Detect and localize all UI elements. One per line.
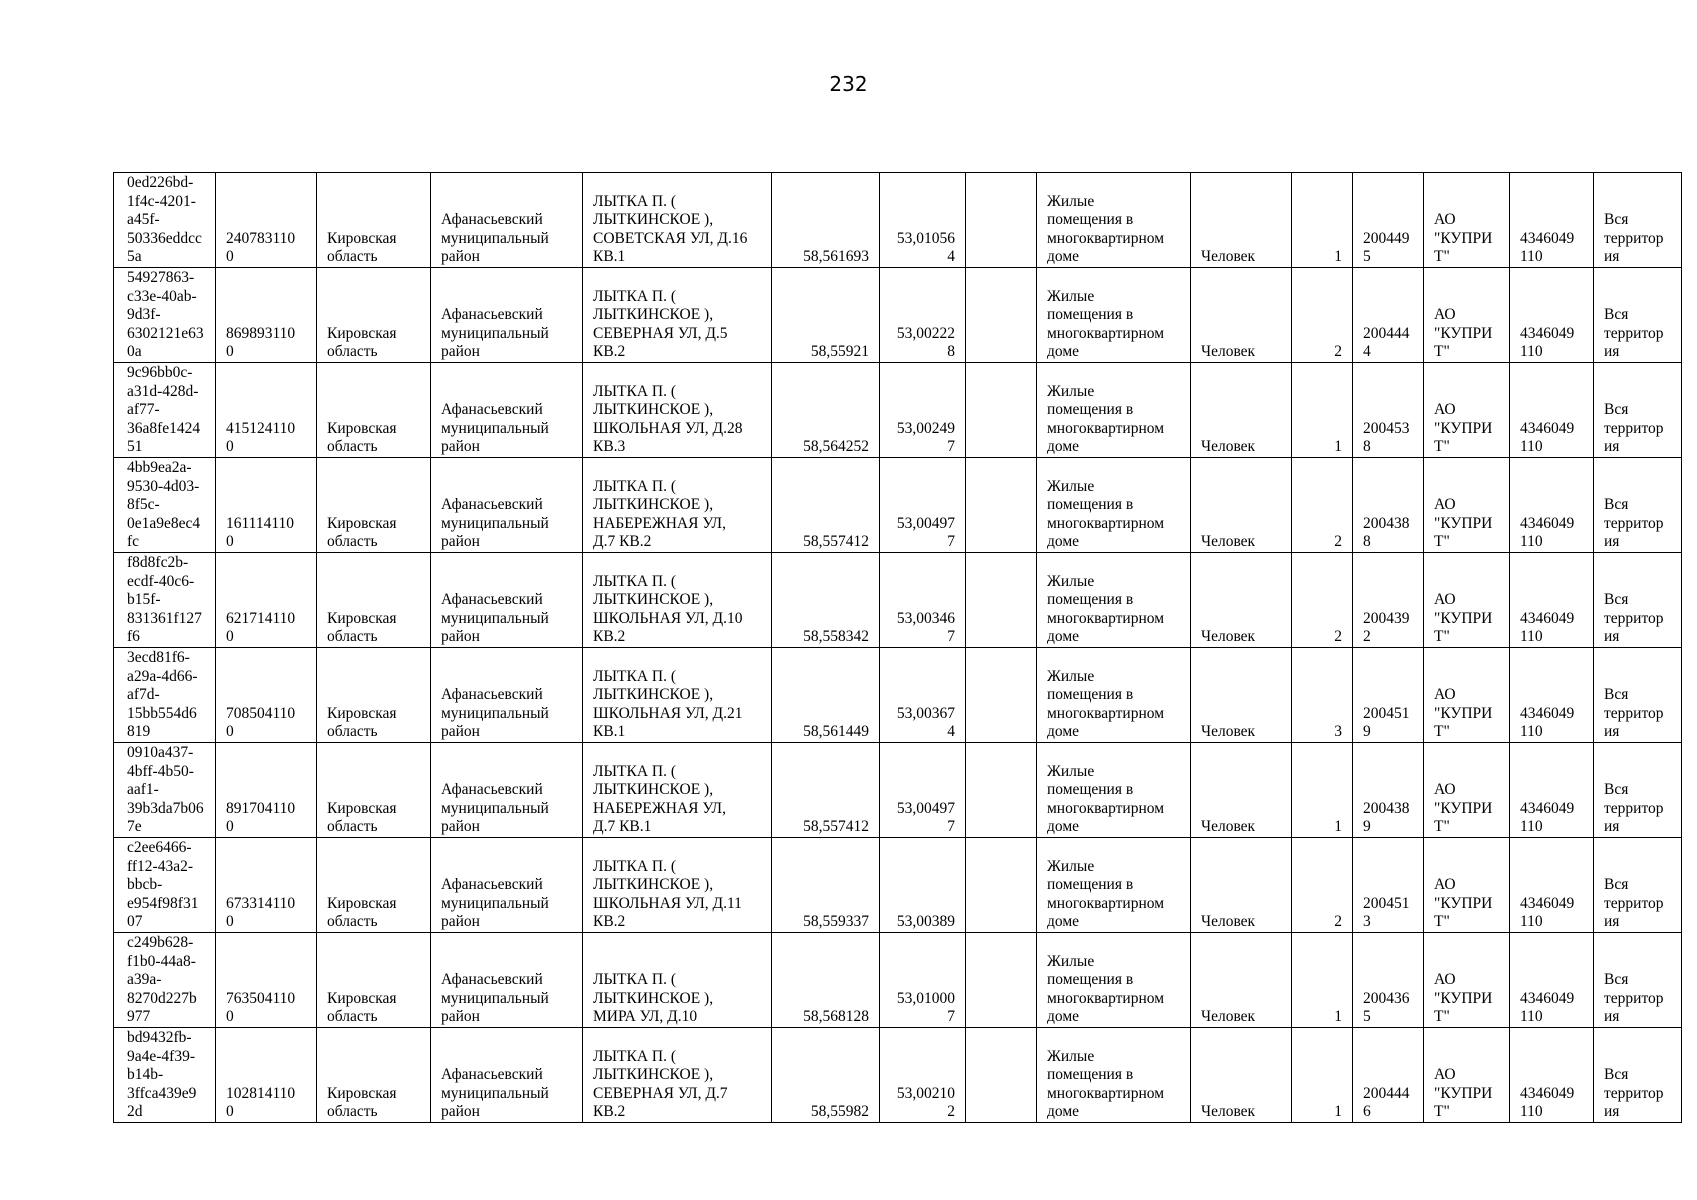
cell-inn: 4346049 110 <box>1510 268 1594 363</box>
cell-quantity: 2 <box>1292 838 1353 933</box>
cell-unit: Человек <box>1191 838 1292 933</box>
cell-address: ЛЫТКА П. ( ЛЫТКИНСКОЕ ), СОВЕТСКАЯ УЛ, Д.16 КВ.1 <box>583 173 772 268</box>
cell-premises-type: Жилые помещения в многоквартирном доме <box>1037 268 1191 363</box>
table-row <box>114 838 1682 933</box>
cell-address: ЛЫТКА П. ( ЛЫТКИНСКОЕ ), ШКОЛЬНАЯ УЛ, Д.28 КВ.3 <box>583 363 772 458</box>
cell-longitude: 53,00222 8 <box>880 268 966 363</box>
cell-empty-column <box>966 553 1037 648</box>
cell-latitude: 58,557412 <box>772 458 880 553</box>
cell-unit: Человек <box>1191 268 1292 363</box>
records-body <box>114 173 1682 1123</box>
cell-record-id: 54927863- c33e-40ab- 9d3f- 6302121e63 0a <box>114 268 216 363</box>
cell-account-code: 200436 5 <box>1353 933 1424 1028</box>
cell-unit: Человек <box>1191 458 1292 553</box>
cell-account-code: 200439 2 <box>1353 553 1424 648</box>
cell-quantity: 1 <box>1292 743 1353 838</box>
table-row <box>114 743 1682 838</box>
table-row <box>114 173 1682 268</box>
cell-organization: АО "КУПРИ Т" <box>1424 648 1510 743</box>
cell-latitude: 58,558342 <box>772 553 880 648</box>
cell-record-id: c2ee6466- ff12-43a2- bbcb- e954f98f31 07 <box>114 838 216 933</box>
cell-organization: АО "КУПРИ Т" <box>1424 458 1510 553</box>
cell-municipality: Афанасьевский муниципальный район <box>431 553 583 648</box>
cell-account-code: 200438 8 <box>1353 458 1424 553</box>
cell-latitude: 58,561693 <box>772 173 880 268</box>
cell-inn: 4346049 110 <box>1510 743 1594 838</box>
cell-oktmo-code: 891704110 0 <box>216 743 317 838</box>
cell-organization: АО "КУПРИ Т" <box>1424 838 1510 933</box>
cell-address: ЛЫТКА П. ( ЛЫТКИНСКОЕ ), СЕВЕРНАЯ УЛ, Д.7 КВ.2 <box>583 1028 772 1123</box>
cell-address: ЛЫТКА П. ( ЛЫТКИНСКОЕ ), ШКОЛЬНАЯ УЛ, Д.11 КВ.2 <box>583 838 772 933</box>
cell-premises-type: Жилые помещения в многоквартирном доме <box>1037 648 1191 743</box>
cell-territory: Вся территор ия <box>1594 553 1682 648</box>
cell-organization: АО "КУПРИ Т" <box>1424 933 1510 1028</box>
cell-organization: АО "КУПРИ Т" <box>1424 743 1510 838</box>
cell-longitude: 53,00497 7 <box>880 458 966 553</box>
cell-organization: АО "КУПРИ Т" <box>1424 363 1510 458</box>
cell-municipality: Афанасьевский муниципальный район <box>431 173 583 268</box>
cell-organization: АО "КУПРИ Т" <box>1424 268 1510 363</box>
cell-municipality: Афанасьевский муниципальный район <box>431 1028 583 1123</box>
cell-oktmo-code: 763504110 0 <box>216 933 317 1028</box>
cell-premises-type: Жилые помещения в многоквартирном доме <box>1037 743 1191 838</box>
cell-account-code: 200453 8 <box>1353 363 1424 458</box>
cell-longitude: 53,01000 7 <box>880 933 966 1028</box>
cell-unit: Человек <box>1191 648 1292 743</box>
cell-region: Кировская область <box>317 838 431 933</box>
cell-longitude: 53,00367 4 <box>880 648 966 743</box>
cell-longitude: 53,00210 2 <box>880 1028 966 1123</box>
cell-territory: Вся территор ия <box>1594 363 1682 458</box>
cell-region: Кировская область <box>317 743 431 838</box>
cell-inn: 4346049 110 <box>1510 363 1594 458</box>
cell-record-id: 0910a437- 4bff-4b50- aaf1- 39b3da7b06 7e <box>114 743 216 838</box>
cell-territory: Вся территор ия <box>1594 173 1682 268</box>
cell-record-id: bd9432fb- 9a4e-4f39- b14b- 3ffca439e9 2d <box>114 1028 216 1123</box>
cell-municipality: Афанасьевский муниципальный район <box>431 743 583 838</box>
cell-oktmo-code: 161114110 0 <box>216 458 317 553</box>
cell-region: Кировская область <box>317 553 431 648</box>
cell-municipality: Афанасьевский муниципальный район <box>431 648 583 743</box>
cell-empty-column <box>966 648 1037 743</box>
cell-municipality: Афанасьевский муниципальный район <box>431 838 583 933</box>
cell-territory: Вся территор ия <box>1594 458 1682 553</box>
table-row <box>114 363 1682 458</box>
cell-address: ЛЫТКА П. ( ЛЫТКИНСКОЕ ), НАБЕРЕЖНАЯ УЛ, Д.7 КВ.2 <box>583 458 772 553</box>
cell-longitude: 53,01056 4 <box>880 173 966 268</box>
cell-record-id: 0ed226bd- 1f4c-4201- a45f- 50336eddcc 5a <box>114 173 216 268</box>
records-table <box>113 172 1682 1123</box>
cell-account-code: 200451 9 <box>1353 648 1424 743</box>
cell-inn: 4346049 110 <box>1510 553 1594 648</box>
cell-unit: Человек <box>1191 173 1292 268</box>
page-number: 232 <box>829 72 868 96</box>
cell-oktmo-code: 102814110 0 <box>216 1028 317 1123</box>
cell-inn: 4346049 110 <box>1510 933 1594 1028</box>
cell-longitude: 53,00389 <box>880 838 966 933</box>
table-row <box>114 458 1682 553</box>
table-row <box>114 553 1682 648</box>
cell-municipality: Афанасьевский муниципальный район <box>431 933 583 1028</box>
cell-territory: Вся территор ия <box>1594 933 1682 1028</box>
cell-empty-column <box>966 173 1037 268</box>
table-row <box>114 1028 1682 1123</box>
cell-quantity: 2 <box>1292 268 1353 363</box>
cell-premises-type: Жилые помещения в многоквартирном доме <box>1037 838 1191 933</box>
cell-address: ЛЫТКА П. ( ЛЫТКИНСКОЕ ), МИРА УЛ, Д.10 <box>583 933 772 1028</box>
cell-premises-type: Жилые помещения в многоквартирном доме <box>1037 933 1191 1028</box>
cell-empty-column <box>966 743 1037 838</box>
cell-quantity: 1 <box>1292 363 1353 458</box>
cell-inn: 4346049 110 <box>1510 648 1594 743</box>
cell-longitude: 53,00249 7 <box>880 363 966 458</box>
cell-latitude: 58,561449 <box>772 648 880 743</box>
cell-empty-column <box>966 363 1037 458</box>
cell-longitude: 53,00346 7 <box>880 553 966 648</box>
cell-latitude: 58,559337 <box>772 838 880 933</box>
cell-premises-type: Жилые помещения в многоквартирном доме <box>1037 363 1191 458</box>
cell-address: ЛЫТКА П. ( ЛЫТКИНСКОЕ ), ШКОЛЬНАЯ УЛ, Д.21 КВ.1 <box>583 648 772 743</box>
cell-oktmo-code: 621714110 0 <box>216 553 317 648</box>
cell-empty-column <box>966 1028 1037 1123</box>
table-row <box>114 933 1682 1028</box>
cell-record-id: 4bb9ea2a- 9530-4d03- 8f5c- 0e1a9e8ec4 fc <box>114 458 216 553</box>
cell-inn: 4346049 110 <box>1510 1028 1594 1123</box>
cell-address: ЛЫТКА П. ( ЛЫТКИНСКОЕ ), ШКОЛЬНАЯ УЛ, Д.10 КВ.2 <box>583 553 772 648</box>
cell-region: Кировская область <box>317 648 431 743</box>
cell-region: Кировская область <box>317 268 431 363</box>
cell-oktmo-code: 415124110 0 <box>216 363 317 458</box>
cell-account-code: 200444 4 <box>1353 268 1424 363</box>
cell-record-id: 9c96bb0c- a31d-428d- af77- 36a8fe1424 51 <box>114 363 216 458</box>
table-row <box>114 648 1682 743</box>
cell-premises-type: Жилые помещения в многоквартирном доме <box>1037 458 1191 553</box>
cell-organization: АО "КУПРИ Т" <box>1424 553 1510 648</box>
cell-municipality: Афанасьевский муниципальный район <box>431 363 583 458</box>
cell-region: Кировская область <box>317 458 431 553</box>
cell-oktmo-code: 673314110 0 <box>216 838 317 933</box>
cell-inn: 4346049 110 <box>1510 173 1594 268</box>
cell-unit: Человек <box>1191 553 1292 648</box>
cell-unit: Человек <box>1191 363 1292 458</box>
cell-address: ЛЫТКА П. ( ЛЫТКИНСКОЕ ), СЕВЕРНАЯ УЛ, Д.5 КВ.2 <box>583 268 772 363</box>
cell-record-id: c249b628- f1b0-44a8- a39a- 8270d227b 977 <box>114 933 216 1028</box>
cell-empty-column <box>966 933 1037 1028</box>
cell-region: Кировская область <box>317 173 431 268</box>
cell-inn: 4346049 110 <box>1510 838 1594 933</box>
cell-quantity: 1 <box>1292 1028 1353 1123</box>
cell-quantity: 2 <box>1292 553 1353 648</box>
cell-latitude: 58,55921 <box>772 268 880 363</box>
cell-empty-column <box>966 268 1037 363</box>
cell-territory: Вся территор ия <box>1594 1028 1682 1123</box>
cell-longitude: 53,00497 7 <box>880 743 966 838</box>
cell-territory: Вся территор ия <box>1594 743 1682 838</box>
cell-address: ЛЫТКА П. ( ЛЫТКИНСКОЕ ), НАБЕРЕЖНАЯ УЛ, Д.7 КВ.1 <box>583 743 772 838</box>
cell-region: Кировская область <box>317 1028 431 1123</box>
cell-organization: АО "КУПРИ Т" <box>1424 173 1510 268</box>
cell-premises-type: Жилые помещения в многоквартирном доме <box>1037 553 1191 648</box>
cell-oktmo-code: 240783110 0 <box>216 173 317 268</box>
cell-quantity: 2 <box>1292 458 1353 553</box>
cell-municipality: Афанасьевский муниципальный район <box>431 268 583 363</box>
cell-empty-column <box>966 458 1037 553</box>
cell-quantity: 1 <box>1292 933 1353 1028</box>
cell-latitude: 58,557412 <box>772 743 880 838</box>
cell-latitude: 58,564252 <box>772 363 880 458</box>
cell-quantity: 1 <box>1292 173 1353 268</box>
cell-latitude: 58,568128 <box>772 933 880 1028</box>
cell-premises-type: Жилые помещения в многоквартирном доме <box>1037 173 1191 268</box>
cell-region: Кировская область <box>317 363 431 458</box>
cell-empty-column <box>966 838 1037 933</box>
cell-oktmo-code: 869893110 0 <box>216 268 317 363</box>
table-row <box>114 268 1682 363</box>
cell-record-id: f8d8fc2b- ecdf-40c6- b15f- 831361f127 f6 <box>114 553 216 648</box>
cell-latitude: 58,55982 <box>772 1028 880 1123</box>
cell-unit: Человек <box>1191 1028 1292 1123</box>
cell-unit: Человек <box>1191 743 1292 838</box>
cell-region: Кировская область <box>317 933 431 1028</box>
cell-organization: АО "КУПРИ Т" <box>1424 1028 1510 1123</box>
cell-unit: Человек <box>1191 933 1292 1028</box>
cell-municipality: Афанасьевский муниципальный район <box>431 458 583 553</box>
cell-territory: Вся территор ия <box>1594 648 1682 743</box>
cell-record-id: 3ecd81f6- a29a-4d66- af7d- 15bb554d6 819 <box>114 648 216 743</box>
cell-account-code: 200438 9 <box>1353 743 1424 838</box>
cell-premises-type: Жилые помещения в многоквартирном доме <box>1037 1028 1191 1123</box>
cell-inn: 4346049 110 <box>1510 458 1594 553</box>
cell-territory: Вся территор ия <box>1594 838 1682 933</box>
cell-account-code: 200449 5 <box>1353 173 1424 268</box>
cell-account-code: 200444 6 <box>1353 1028 1424 1123</box>
cell-oktmo-code: 708504110 0 <box>216 648 317 743</box>
cell-account-code: 200451 3 <box>1353 838 1424 933</box>
cell-territory: Вся территор ия <box>1594 268 1682 363</box>
cell-quantity: 3 <box>1292 648 1353 743</box>
